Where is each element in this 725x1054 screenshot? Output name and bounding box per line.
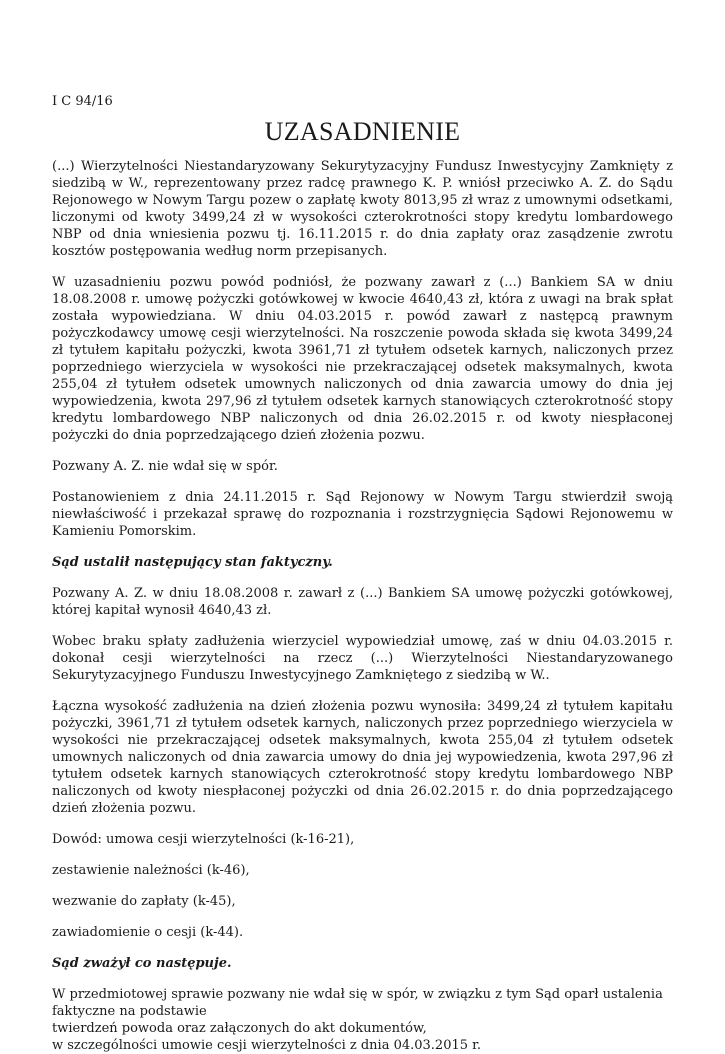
paragraph-fact-debt: Łączna wysokość zadłużenia na dzień złożenia pozwu wynosiła: 3499,24 zł tytułem kapitału pożyczki, 3961,71 zł tytułem odsetek karnych, naliczonych przez poprzedniego wierzyciela w wysokości nie przekraczającej odsetek maksymalnych, kwota 255,04 zł tytułem odsetek umownych naliczonych od dnia zawarcia umowy do dnia jej wypowiedzenia, kwota 297,96 zł tytułem odsetek karnych stanowiących czterokrotność stopy kredytu lombardowego NBP naliczonych od kwoty niespłaconej pożyczki od dnia 26.02.2015 r. do dnia poprzedzającego dzień złożenia pozwu. <box>52 699 673 816</box>
heading-facts: Sąd ustalił następujący stan faktyczny. <box>52 555 333 570</box>
heading-considerations: Sąd zważył co następuje. <box>52 956 232 971</box>
paragraph-considerations <box>52 986 673 1054</box>
considerations-line: w szczególności umowie cesji wierzytelności z dnia 04.03.2015 r. <box>52 1038 482 1053</box>
paragraph-transfer-ruling: Postanowieniem z dnia 24.11.2015 r. Sąd Rejonowy w Nowym Targu stwierdził swoją niewłaściwość i przekazał sprawę do rozpoznania i rozstrzygnięcia Sądowi Rejonowemu w Kamieniu Pomorskim. <box>52 490 673 539</box>
evidence-item: zestawienie należności (k-46), <box>52 863 250 878</box>
paragraph-defendant-absent: Pozwany A. Z. nie wdał się w spór. <box>52 459 278 474</box>
paragraph-fact-cession: Wobec braku spłaty zadłużenia wierzyciel wypowiedział umowę, zaś w dniu 04.03.2015 r. dokonał cesji wierzytelności na rzecz (...) Wierzytelności Niestandaryzowanego Sekurytyzacyjnego Funduszu Inwestycyjnego Zamkniętego z siedzibą w W.. <box>52 634 673 683</box>
considerations-line: twierdzeń powoda oraz załączonych do akt dokumentów, <box>52 1021 427 1036</box>
paragraph-claim-grounds: W uzasadnieniu pozwu powód podniósł, że pozwany zawarł z (...) Bankiem SA w dniu 18.08.2008 r. umowę pożyczki gotówkowej w kwocie 4640,43 zł, która z uwagi na brak spłat została wypowiedziana. W dniu 04.03.2015 r. powód zawarł z następcą prawnym pożyczkodawcy umowę cesji wierzytelności. Na roszczenie powoda składa się kwota 3499,24 zł tytułem kapitału pożyczki, kwota 3961,71 zł tytułem odsetek karnych, naliczonych przez poprzedniego wierzyciela w wysokości nie przekraczającej odsetek maksymalnych, kwota 255,04 zł tytułem odsetek umownych naliczonych od dnia zawarcia umowy do dnia jej wypowiedzenia, kwota 297,96 zł tytułem odsetek karnych stanowiących czterokrotność stopy kredytu lombardowego NBP naliczonych od dnia 26.02.2015 r. od kwoty niespłaconej pożyczki do dnia poprzedzającego dzień złożenia pozwu. <box>52 275 673 443</box>
considerations-line: W przedmiotowej sprawie pozwany nie wdał się w spór, w związku z tym Sąd oparł ustalenia faktyczne na podstawie <box>52 987 663 1019</box>
paragraph-fact-loan: Pozwany A. Z. w dniu 18.08.2008 r. zawarł z (...) Bankiem SA umowę pożyczki gotówkowej, której kapitał wynosił 4640,43 zł. <box>52 586 673 618</box>
evidence-item: wezwanie do zapłaty (k-45), <box>52 894 236 909</box>
case-number: I C 94/16 <box>52 94 113 109</box>
evidence-item: Dowód: umowa cesji wierzytelności (k-16-21), <box>52 832 355 847</box>
paragraph-claim: (...) Wierzytelności Niestandaryzowany Sekurytyzacyjny Fundusz Inwestycyjny Zamknięty z siedzibą w W., reprezentowany przez radcę prawnego K. P. wniósł przeciwko A. Z. do Sądu Rejonowego w Nowym Targu pozew o zapłatę kwoty 8013,95 zł wraz z umownymi odsetkami, liczonymi od kwoty 3499,24 zł w wysokości czterokrotności stopy kredytu lombardowego NBP od dnia wniesienia pozwu tj. 16.11.2015 r. do dnia zapłaty oraz zasądzenie zwrotu kosztów postępowania według norm przepisanych. <box>52 159 673 259</box>
document-title: UZASADNIENIE <box>264 117 461 146</box>
evidence-item: zawiadomienie o cesji (k-44). <box>52 925 244 940</box>
